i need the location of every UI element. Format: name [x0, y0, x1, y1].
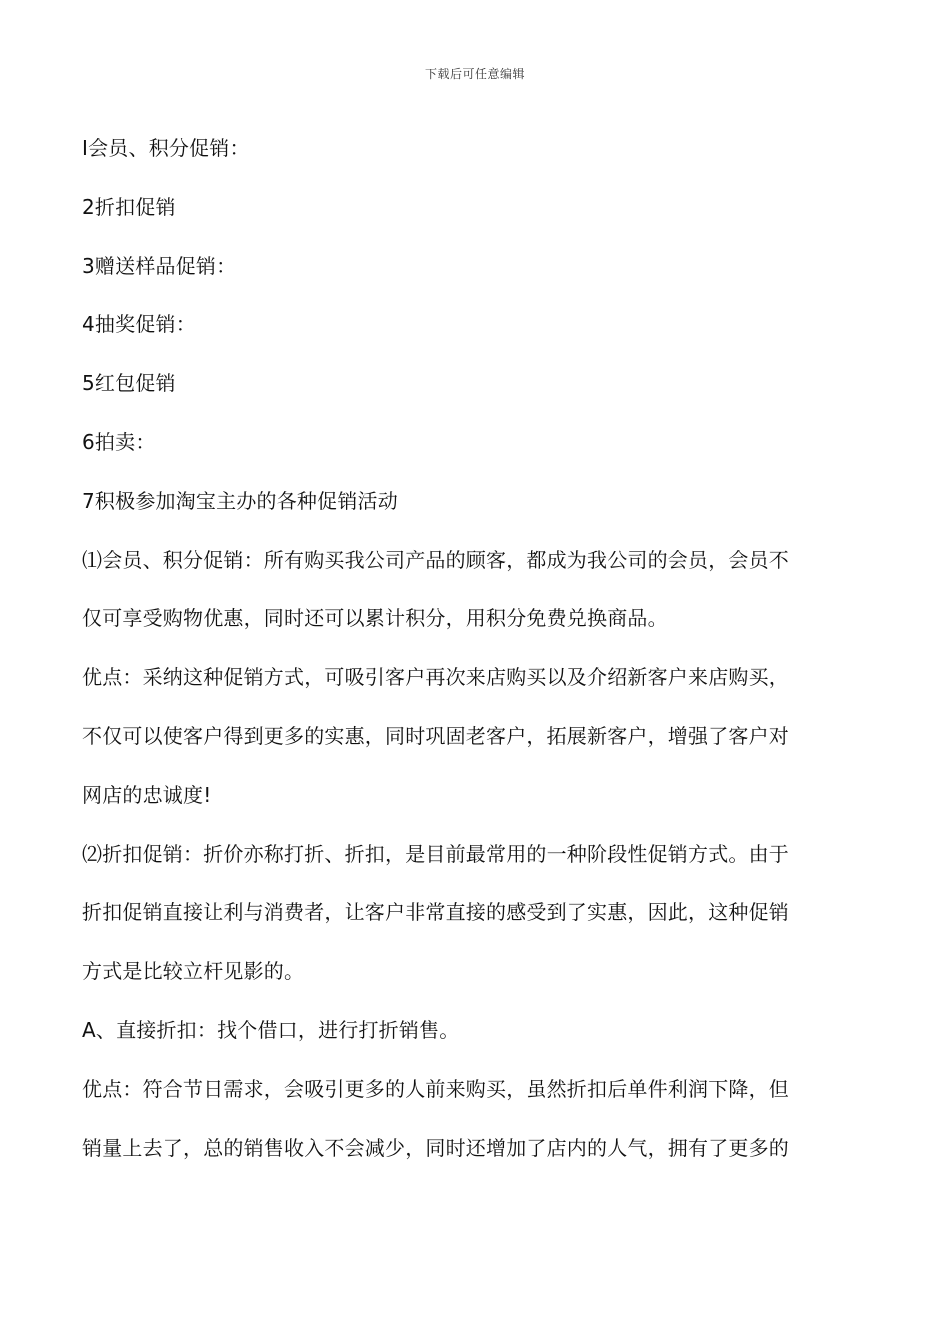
- paragraph-line: 销量上去了，总的销售收入不会减少，同时还增加了店内的人气，拥有了更多的: [82, 1135, 789, 1160]
- document-body: [82, 119, 872, 1177]
- page-header: 下载后可任意编辑: [424, 67, 525, 81]
- list-item-4: 4抽奖促销：: [82, 312, 196, 337]
- list-item-7: 7积极参加淘宝主办的各种促销活动: [82, 488, 398, 513]
- paragraph-line: A、直接折扣：找个借口，进行打折销售。: [82, 1017, 460, 1042]
- paragraph-line: ⑵折扣促销：折价亦称打折、折扣，是目前最常用的一种阶段性促销方式。由于: [82, 841, 789, 866]
- paragraph-line: 优点：符合节日需求，会吸引更多的人前来购买，虽然折扣后单件利润下降，但: [82, 1076, 789, 1101]
- list-item-5: 5红包促销: [82, 371, 176, 396]
- list-item-6: 6拍卖：: [82, 429, 156, 454]
- paragraph-line: 折扣促销直接让利与消费者，让客户非常直接的感受到了实惠，因此，这种促销: [82, 900, 789, 925]
- paragraph-line: 方式是比较立杆见影的。: [82, 959, 305, 984]
- paragraph-line: 网店的忠诚度!: [82, 782, 212, 807]
- paragraph-line: 不仅可以使客户得到更多的实惠，同时巩固老客户，拓展新客户，增强了客户对: [82, 723, 789, 748]
- list-item-1: Ⅰ会员、积分促销：: [82, 136, 250, 160]
- list-item-3: 3赠送样品促销：: [82, 253, 237, 278]
- paragraph-line: 仅可享受购物优惠，同时还可以累计积分，用积分免费兑换商品。: [82, 606, 668, 631]
- paragraph-line: 优点：采纳这种促销方式，可吸引客户再次来店购买以及介绍新客户来店购买，: [82, 665, 789, 690]
- paragraph-line: ⑴会员、积分促销：所有购买我公司产品的顾客，都成为我公司的会员，会员不: [82, 547, 789, 572]
- list-item-2: 2折扣促销: [82, 194, 176, 219]
